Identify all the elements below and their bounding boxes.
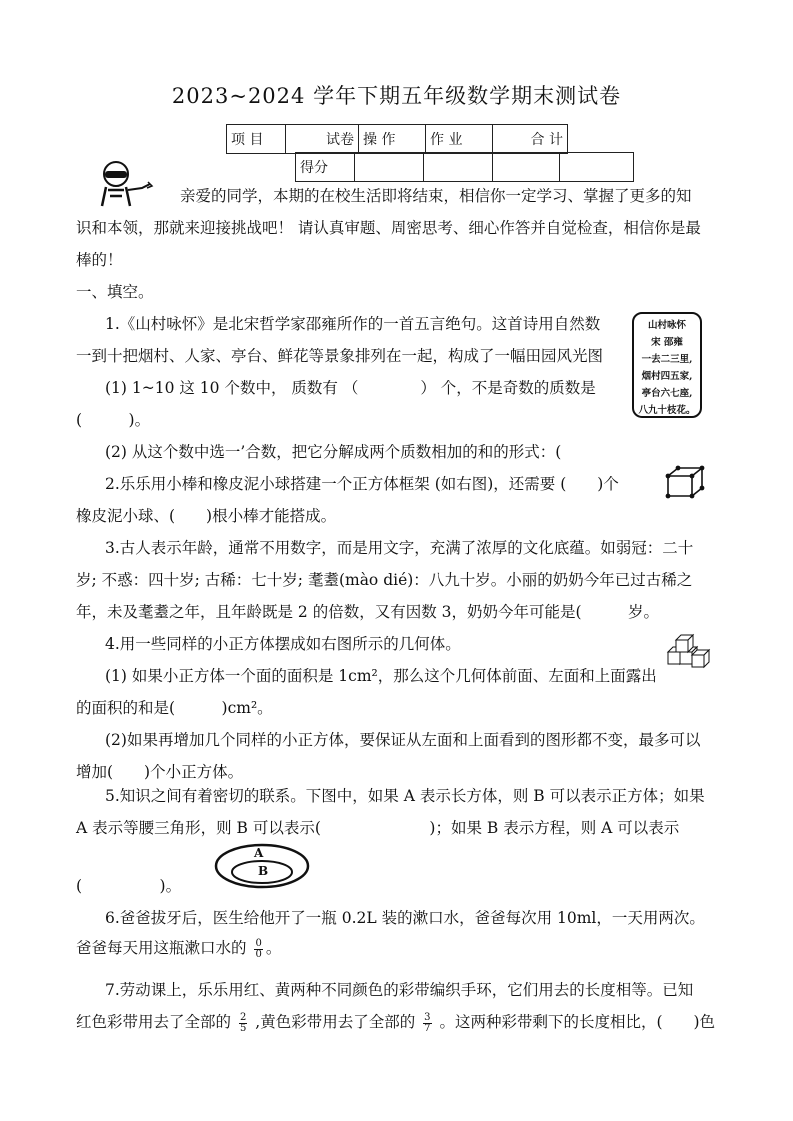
q6-fraction-denominator: 0 bbox=[255, 948, 262, 960]
q6-fraction bbox=[254, 939, 262, 960]
q7-line-1: 7.劳动课上，乐乐用红、黄两种不同颜色的彩带编织手环，它们用去的长度相等。已知 bbox=[105, 981, 694, 999]
page-title: 2023~2024 学年下期五年级数学期末测试卷 bbox=[171, 84, 622, 108]
q7-line-2-b: ,黄色彩带用去了全部的 bbox=[255, 1013, 416, 1031]
poem-title: 山村咏怀 bbox=[647, 320, 686, 331]
q4-sub2-a: (2)如果再增加几个同样的小正方体，要保证从左面和上面看到的图形都不变，最多可以 bbox=[105, 731, 701, 749]
score-cell[interactable] bbox=[424, 153, 493, 182]
score-row-label: 得分 bbox=[296, 153, 355, 182]
q3-line-2: 岁; 不惑：四十岁; 古稀：七十岁; 耄耋(mào dié)：八九十岁。小丽的奶奶今年已过古稀之 bbox=[76, 571, 693, 589]
score-table-score-row bbox=[296, 153, 634, 182]
q5-line-3: ( )。 bbox=[76, 877, 182, 895]
poem-author: 宋 邵雍 bbox=[651, 337, 683, 348]
score-table bbox=[226, 124, 568, 154]
score-cell[interactable] bbox=[493, 153, 560, 182]
q4-line-1: 4.用一些同样的小正方体摆成如右图所示的几何体。 bbox=[105, 635, 461, 653]
q7-line-2-a: 红色彩带用去了全部的 bbox=[76, 1013, 232, 1031]
score-table-header-row bbox=[227, 125, 568, 154]
mascot-icon bbox=[94, 160, 156, 210]
q6-line-2: 爸爸每天用这瓶漱口水的 $\frac{0}{0}$ 。 bbox=[76, 937, 282, 960]
score-header-homework: 作 业 bbox=[426, 125, 493, 154]
cube-frame-diagram bbox=[664, 464, 706, 500]
poem-box bbox=[632, 312, 702, 418]
q7-fraction-yellow-numerator: 3 bbox=[424, 1011, 431, 1023]
score-header-total: 合 计 bbox=[493, 125, 568, 154]
cubes-solid-diagram bbox=[664, 630, 712, 670]
q2-line-1: 2.乐乐用小棒和橡皮泥小球搭建一个正方体框架 (如右图)，还需要 ( )个 bbox=[105, 475, 619, 493]
q1-line-2: 一到十把烟村、人家、亭台、鲜花等景象排列在一起，构成了一幅田园风光图 bbox=[76, 347, 604, 365]
q4-sub2-b: 增加( )个小正方体。 bbox=[76, 763, 244, 781]
venn-label-a: A bbox=[254, 846, 264, 860]
q7-fraction-red bbox=[239, 1013, 247, 1034]
score-cell[interactable] bbox=[355, 153, 424, 182]
q3-line-3: 年，未及耄耋之年，且年龄既是 2 的倍数，又有因数 3，奶奶今年可能是( 岁。 bbox=[76, 603, 660, 621]
q6-line-2-text: 爸爸每天用这瓶漱口水的 bbox=[76, 939, 247, 957]
intro-line-1: 亲爱的同学，本期的在校生活即将结束，相信你一定学习、掌握了更多的知 bbox=[180, 187, 692, 205]
q5-line-2: A 表示等腰三角形，则 B 可以表示( )；如果 B 表示方程，则 A 可以表示 bbox=[76, 819, 680, 837]
poem-line: 八九十枝花。 bbox=[638, 405, 696, 416]
score-header-item: 项 目 bbox=[227, 125, 286, 154]
intro-line-2: 识和本领，那就来迎接挑战吧！ 请认真审题、周密思考、细心作答并自觉检查，相信你是最 bbox=[76, 219, 701, 237]
q7-fraction-yellow-denominator: 7 bbox=[424, 1022, 431, 1034]
score-row-table bbox=[295, 152, 634, 182]
poem-line: 烟村四五家, bbox=[641, 371, 693, 382]
intro-line-3: 棒的！ bbox=[76, 251, 123, 269]
poem-line: 一去二三里, bbox=[641, 354, 693, 365]
q1-sub1-b: ( )。 bbox=[76, 411, 151, 429]
q7-line-2-c: 。这两种彩带剩下的长度相比，( )色 bbox=[439, 1013, 716, 1031]
section-heading: 一、填空。 bbox=[76, 283, 154, 301]
q3-line-1: 3.古人表示年龄，通常不用数字，而是用文字，充满了浓厚的文化底蕴。如弱冠：二十 bbox=[105, 539, 694, 557]
q1-sub2: (2) 从这个数中选一’合数，把它分解成两个质数相加的和的形式：( bbox=[105, 443, 562, 461]
q1-sub1-a: (1) 1~10 这 10 个数中， 质数有 （ ） 个，不是奇数的质数是 bbox=[105, 379, 596, 397]
venn-label-b: B bbox=[258, 864, 269, 878]
q6-fraction-numerator: 0 bbox=[255, 937, 262, 949]
score-cell[interactable] bbox=[560, 153, 634, 182]
poem-line: 亭台六七座, bbox=[641, 388, 693, 399]
score-header-exam: 试卷 bbox=[286, 125, 359, 154]
q7-line-2 bbox=[76, 1012, 715, 1034]
q6-line-1: 6.爸爸拔牙后，医生给他开了一瓶 0.2L 装的漱口水，爸爸每次用 10ml，一天用两次。 bbox=[105, 909, 705, 927]
q4-sub1-b: 的面积的和是( )cm²。 bbox=[76, 699, 273, 717]
q7-fraction-red-denominator: 5 bbox=[239, 1022, 247, 1034]
score-header-operation: 操 作 bbox=[359, 125, 426, 154]
q1-line-1: 1.《山村咏怀》是北宋哲学家邵雍所作的一首五言绝句。这首诗用自然数 bbox=[105, 315, 601, 333]
q7-fraction-yellow bbox=[423, 1013, 431, 1034]
q2-line-2: 橡皮泥小球、( )根小棒才能搭成。 bbox=[76, 507, 337, 525]
q5-line-1: 5.知识之间有着密切的联系。下图中，如果 A 表示长方体，则 B 可以表示正方体；如果 bbox=[105, 787, 705, 805]
q4-sub1-a: (1) 如果小正方体一个面的面积是 1cm²，那么这个几何体前面、左面和上面露出 bbox=[105, 667, 657, 685]
q7-fraction-red-numerator: 2 bbox=[239, 1011, 247, 1023]
